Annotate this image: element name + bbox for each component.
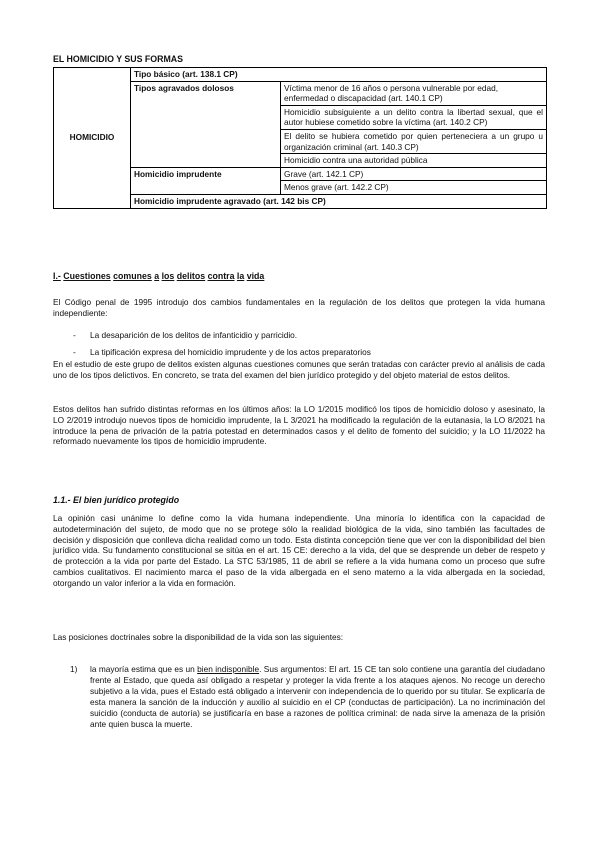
section-heading: I.- Cuestiones comunes a los delitos contra la vida [53,271,265,281]
bullet-item: - La tipificación expresa del homicidio imprudente y de los actos preparatorios [73,347,371,357]
item-text: la mayoría estima que es un bien indisponible. Sus argumentos: El art. 15 CE tan solo contiene una garantía del ciudadano frente al Estado, que queda así obligado a respetar y proteger la vida frente a los ataques ajenos. No recoge un derecho subjetivo a la vida, pues el Estado está obligado a intervenir con independencia de lo querido por su titular. Se explicaría de esta manera la sanción de la inducción y auxilio al suicidio en el CP (conductas de participación). La no incriminación del suicidio (conducta de autoría) se justificaría en base a razones de política criminal: de nada sirve la amenaza de la prisión ante quien busca la muerte. [90,664,545,729]
subsection-heading: 1.1.- El bien jurídico protegido [53,495,180,505]
paragraph-common-issues: En el estudio de este grupo de delitos existen algunas cuestiones comunes que serán tratadas con carácter previo al análisis de cada uno de los tipos delictivos. En concreto, se trata del examen del bien jurídico protegido y del objeto material de estos delitos. [53,359,545,380]
basic-type: Tipo básico (art. 138.1 CP) [131,68,547,82]
numbered-item [70,664,545,729]
aggravated-item: Homicidio contra una autoridad pública [281,154,547,168]
item-number: 1) [70,664,78,674]
intro-paragraph: El Código penal de 1995 introdujo dos cambios fundamentales en la regulación de los delitos que protegen la vida humana independiente: [53,297,545,318]
aggravated-types-label: Tipos agravados dolosos [131,81,281,167]
aggravated-imprudent: Homicidio imprudente agravado (art. 142 bis CP) [131,194,547,208]
aggravated-item: Homicidio subsiguiente a un delito contra la libertad sexual, que el autor hubiese cometido sobre la víctima (art. 140.2 CP) [281,105,547,129]
paragraph-legal-good: La opinión casi unánime lo define como la vida humana independiente. Una minoría lo identifica con la capacidad de autodeterminación del sujeto, de modo que no se protege sólo la realidad biológica de la vida, sino también las facultades de decisión y disposición que conlleva dicha realidad como un todo. Esta distinta concepción tiene que ver con la disponibilidad del bien jurídico vida. Su fundamento constitucional se sitúa en el art. 15 CE: derecho a la vida, del que se desprende un deber de respeto y de protección a la vida por parte del Estado. La STC 53/1985, 11 de abril se refiere a la vida humana como un proceso que sufre cambios cualitativos. El nacimiento marca el paso de la vida albergada en el seno materno a la vida albergada en la sociedad, otorgando un valor inferior a la vida en formación. [53,513,545,588]
paragraph-positions: Las posiciones doctrinales sobre la disponibilidad de la vida son las siguientes: [53,632,344,642]
bullet-item: - La desaparición de los delitos de infanticidio y parricidio. [73,330,298,340]
homicide-table [53,67,547,209]
imprudent-label: Homicidio imprudente [131,167,281,194]
aggravated-item: El delito se hubiera cometido por quien perteneciera a un grupo u organización criminal (art. 140.3 CP) [281,129,547,153]
paragraph-reforms: Estos delitos han sufrido distintas reformas en los últimos años: la LO 1/2015 modificó los tipos de homicidio doloso y asesinato, la LO 2/2019 introdujo nuevos tipos de homicidio imprudente, la L 3/2021 ha modificado la regulación de la eutanasia, la LO 8/2021 ha introduce la pena de privación de la patria potestad en determinados casos y el delito de fomento del suicidio; y la LO 11/2022 ha reformado nuevamente los tipos de homicidio imprudente. [53,404,545,447]
imprudent-item: Grave (art. 142.1 CP) [281,167,547,181]
imprudent-item: Menos grave (art. 142.2 CP) [281,181,547,195]
aggravated-item: Víctima menor de 16 años o persona vulnerable por edad, enfermedad o discapacidad (art. 140.1 CP) [281,81,547,105]
homicide-label: HOMICIDIO [54,68,131,209]
document-title: EL HOMICIDIO Y SUS FORMAS [53,54,184,64]
